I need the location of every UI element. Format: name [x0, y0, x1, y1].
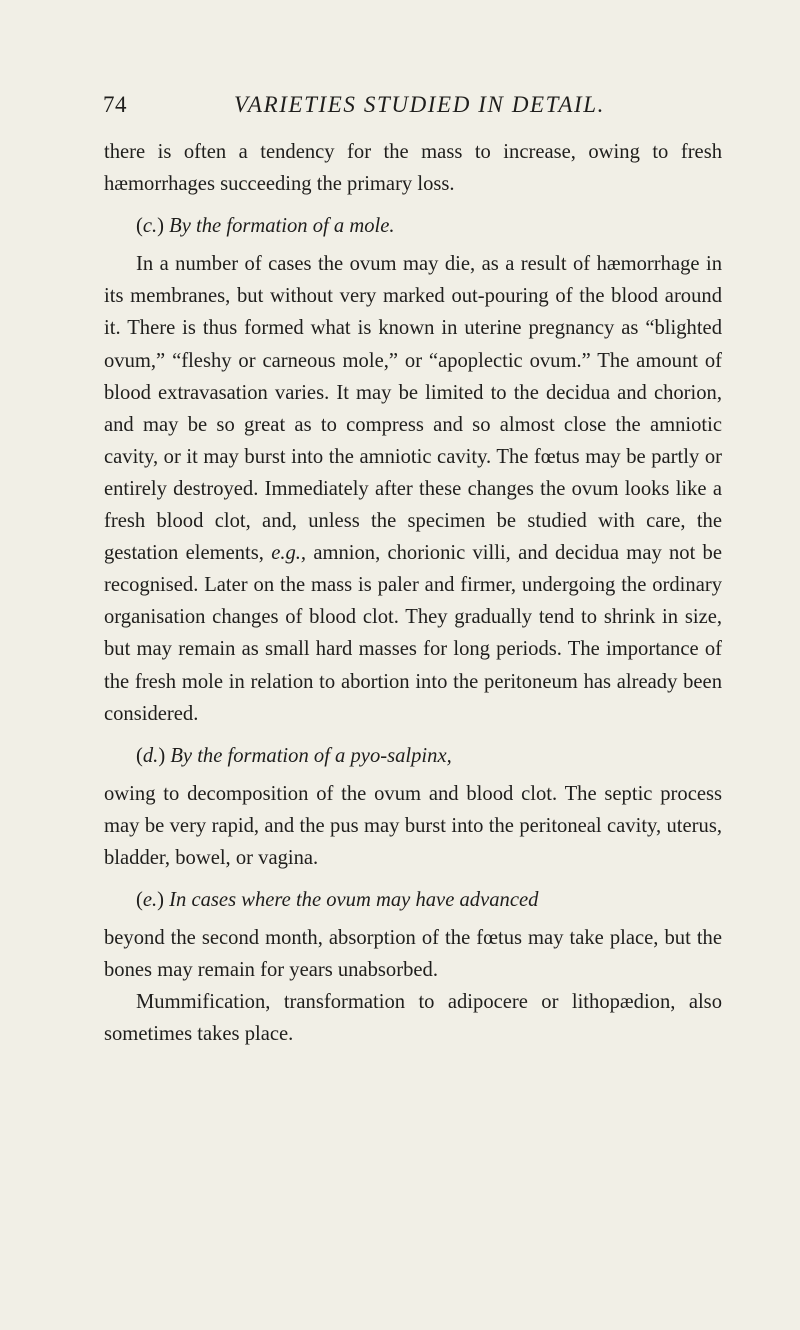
heading-e-letter: e. — [142, 889, 158, 912]
heading-c-title: By the formation of a mole. — [169, 215, 395, 238]
paragraph-mummification: Mummification, transformation to adipocere or lithopædion, also sometimes takes place. — [104, 991, 722, 1046]
heading-e-title: In cases where the ovum may have advanced — [169, 889, 539, 912]
heading-c-close-paren: ) — [157, 215, 165, 238]
eg-abbrev: e.g., — [271, 542, 307, 565]
paragraph-absorption: beyond the second month, absorption of the fœtus may take place, but the bones may remain for years unabsorbed. — [104, 927, 722, 982]
heading-c-letter: c. — [142, 215, 158, 238]
section-heading-c — [104, 210, 722, 242]
section-heading-e — [104, 884, 722, 916]
heading-d-letter: d. — [142, 744, 159, 767]
section-heading-d — [104, 740, 722, 772]
heading-d-close-paren: ) — [158, 744, 166, 767]
heading-c-open-paren: ( — [136, 215, 143, 238]
page-number: 74 — [103, 92, 127, 117]
paragraph-continuation: there is often a tendency for the mass to increase, owing to fresh hæmorrhages succeeding the primary loss. — [104, 141, 722, 196]
paragraph-pyo-salpinx: owing to decomposition of the ovum and blood clot. The septic process may be very rapid, and the pus may burst into the peritoneal cavity, uterus, bladder, bowel, or vagina. — [104, 782, 722, 869]
body-text — [104, 136, 722, 1051]
heading-d-open-paren: ( — [136, 744, 143, 767]
running-title: VARIETIES STUDIED IN DETAIL. — [233, 92, 606, 117]
paragraph-mole-text: In a number of cases the ovum may die, as a result of hæmorrhage in its membranes, but without very marked out-pouring of the blood around it. There is thus formed what is known in uterine pregnancy as “blighted ovum,” “fleshy or carneous mole,” or “apoplectic ovum.” The amount of blood extravasation varies. It may be limited to the decidua and chorion, and may be so great as to compress and so almost close the amniotic cavity, or it may burst into the amniotic cavity. The fœtus may be partly or entirely destroyed. Immediately after these changes the ovum looks like a fresh blood clot, and, unless the specimen be studied with care, the gestation elements, — [104, 253, 722, 565]
page-header — [103, 92, 716, 122]
heading-e-open-paren: ( — [136, 889, 143, 912]
paragraph-mole-rest: amnion, chorionic villi, and decidua may not be recognised. Later on the mass is paler and firmer, undergoing the ordinary organisation changes of blood clot. They gradually tend to shrink in size, but may remain as small hard masses for long periods. The importance of the fresh mole in relation to abortion into the peritoneum has already been considered. — [104, 542, 722, 725]
heading-e-close-paren: ) — [157, 889, 165, 912]
heading-d-title: By the formation of a pyo-salpinx, — [170, 744, 452, 767]
paragraph-mole — [104, 248, 722, 729]
